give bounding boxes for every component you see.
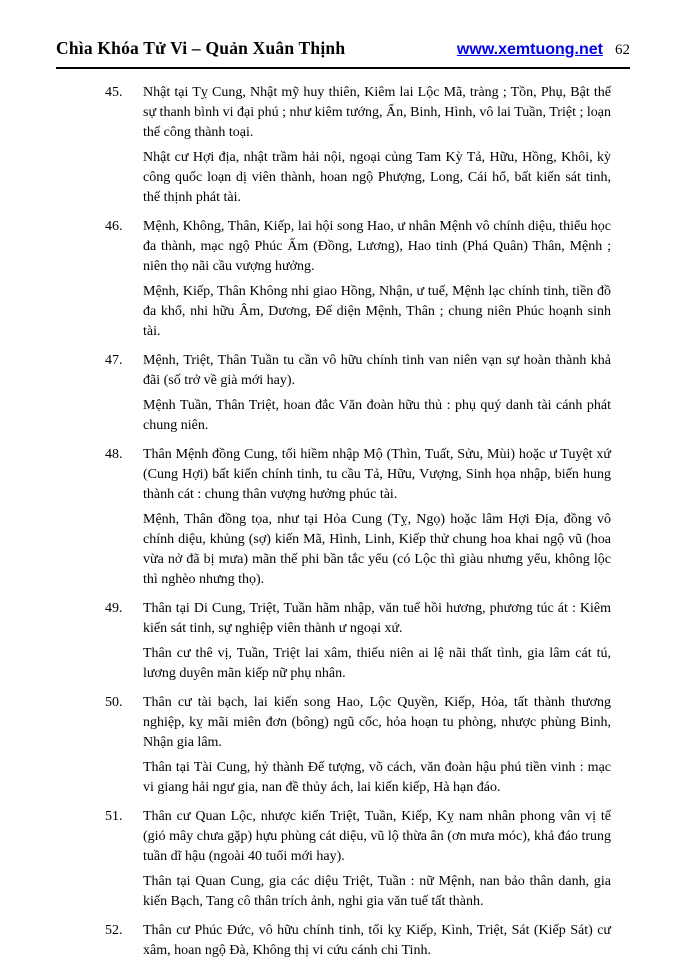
item-number: 51. — [105, 809, 123, 824]
item-paragraph: Mệnh, Kiếp, Thân Không nhi giao Hồng, Nhận, ư tuế, Mệnh lạc chính tinh, tiền đồ đa khổ, nhi hữu Âm, Dương, Đế diện Mệnh, Thân ; chung niên Phúc hoạnh sinh tài. — [143, 284, 611, 339]
item-paragraph: Thân tại Quan Cung, gia các diệu Triệt, Tuần : nữ Mệnh, nan bảo thân danh, gia kiến Bạch, Tang cô thân trích ảnh, nghi gia văn tuế tất thành. — [143, 874, 611, 909]
list-item-49 — [56, 599, 630, 684]
item-number: 52. — [105, 923, 123, 938]
item-paragraph: Thân Mệnh đồng Cung, tối hiềm nhập Mộ (Thìn, Tuất, Sửu, Mùi) hoặc ư Tuyệt xứ (Cung Hợi) bất kiến chính tinh, tu cầu Tả, Hữu, Vượng, Sinh họa nhập, biến hung thành cát : chung thân vượng hưởng phúc tài. — [143, 447, 611, 502]
list-item-46 — [56, 217, 630, 342]
website-link[interactable]: www.xemtuong.net — [456, 41, 603, 58]
items-list — [56, 83, 630, 961]
header-divider — [56, 67, 630, 69]
item-number: 49. — [105, 601, 123, 616]
list-item-47 — [56, 351, 630, 436]
list-item-48 — [56, 445, 630, 590]
list-item-50 — [56, 693, 630, 798]
item-paragraph: Thân tại Tài Cung, hỷ thành Đế tượng, võ cách, văn đoàn hậu phú tiền vinh : mạc vi giang hải ngư gia, nan đề thủy ách, lai kiến kiếp, Hà hạn đáo. — [143, 760, 611, 795]
item-body — [143, 807, 611, 912]
item-number: 45. — [105, 85, 123, 100]
item-paragraph: Mệnh, Không, Thân, Kiếp, lai hội song Hao, ư nhân Mệnh vô chính diệu, thiểu học đa thành, mạc ngộ Phúc Ấm (Đồng, Lương), Hao tinh (Phá Quân) Thân, Mệnh ; niên thọ nãi cầu vượng hưởng. — [143, 219, 611, 274]
item-body — [143, 83, 611, 208]
item-body — [143, 599, 611, 684]
list-item-52 — [56, 921, 630, 961]
book-title: Chìa Khóa Tử Vi – Quản Xuân Thịnh — [56, 38, 346, 58]
item-number: 47. — [105, 353, 123, 368]
item-number: 46. — [105, 219, 123, 234]
list-item-51 — [56, 807, 630, 912]
item-body — [143, 217, 611, 342]
item-body — [143, 921, 611, 961]
item-body — [143, 445, 611, 590]
list-item-45 — [56, 83, 630, 208]
item-paragraph: Thân cư Phúc Đức, vô hữu chính tinh, tối kỵ Kiếp, Kình, Triệt, Sát (Kiếp Sát) cư xâm, hoan ngộ Đà, Không thị vi cứu cánh chi Tinh. — [143, 923, 611, 958]
page-number: 62 — [615, 42, 630, 58]
item-number: 50. — [105, 695, 123, 710]
item-body — [143, 351, 611, 436]
item-paragraph: Thân tại Di Cung, Triệt, Tuần hãm nhập, văn tuế hồi hương, phương túc át : Kiêm kiến sát tinh, sự nghiệp viên thành ư ngoại xứ. — [143, 601, 611, 636]
item-body — [143, 693, 611, 798]
item-number: 48. — [105, 447, 123, 462]
item-paragraph: Nhật tại Tỵ Cung, Nhật mỹ huy thiên, Kiêm lai Lộc Mã, tràng ; Tồn, Phụ, Bật thế sự thanh bình vi đại phú ; như kiêm tướng, Ấn, Binh, Hình, vô lai Tuần, Triệt ; loạn thế công thành toại. — [143, 85, 611, 140]
item-paragraph: Thân cư Quan Lộc, nhược kiến Triệt, Tuần, Kiếp, Kỵ nam nhân phong vân vị tế (gió mây chưa gặp) hựu phùng cát diệu, vũ lộ thừa ân (ơn mưa móc), khả đáo trung tuần dĩ hậu (ngoài 40 tuổi mới hay). — [143, 809, 611, 864]
page-header — [56, 38, 630, 59]
item-paragraph: Nhật cư Hợi địa, nhật trầm hải nội, ngoại củng Tam Kỳ Tả, Hữu, Hồng, Khôi, kỳ công quốc loạn dị viên thành, hoan ngộ Phượng, Long, Cái hổ, bất kiến sát tinh, thế thịnh phát tài. — [143, 150, 611, 205]
item-paragraph: Mệnh, Thân đồng tọa, như tại Hỏa Cung (Tỵ, Ngọ) hoặc lâm Hợi Địa, đồng vô chính diệu, khủng (sợ) kiến Mã, Hình, Linh, Kiếp thử chung hoa khai ngộ vũ (hoa vừa nở đã bị mưa) mãn thế phi bần tắc yểu (có Lộc thì giàu nhưng yểu, không lộc thì nghèo nhưng thọ). — [143, 512, 611, 587]
item-paragraph: Mệnh, Triệt, Thân Tuần tu cần vô hữu chính tinh van niên vạn sự hoàn thành khả đãi (số trở về già mới hay). — [143, 353, 611, 388]
item-paragraph: Thân cư tài bạch, lai kiến song Hao, Lộc Quyền, Kiếp, Hỏa, tất thành thương nghiệp, kỵ mãi miên đơn (bông) ngũ cốc, hỏa hoạn tu phòng, nhược phùng Binh, Nhận gia lâm. — [143, 695, 611, 750]
item-paragraph: Thân cư thê vị, Tuần, Triệt lai xâm, thiếu niên ai lệ nãi thất tình, gia lâm cát tú, lương duyên mãn kiếp nữ phụ nhân. — [143, 646, 611, 681]
item-paragraph: Mệnh Tuần, Thân Triệt, hoan đắc Văn đoàn hữu thủ : phụ quý danh tài cánh phát chung niên. — [143, 398, 611, 433]
